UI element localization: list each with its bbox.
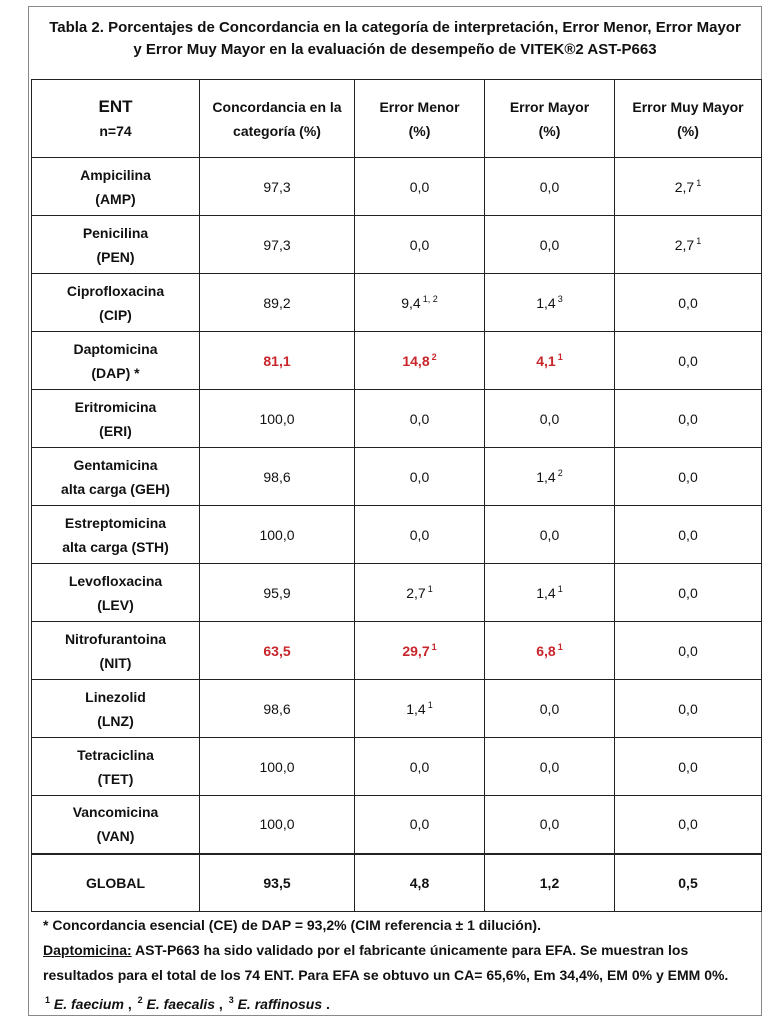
footnote-1: E. faecium — [53, 996, 124, 1012]
table-row — [32, 622, 762, 680]
antibiotic-cell — [32, 564, 200, 622]
table-row — [32, 564, 762, 622]
header-ent-label: ENT — [98, 96, 133, 116]
error-menor-cell-value: 1,4 — [406, 701, 426, 717]
concordancia-cell-value: 81,1 — [263, 352, 291, 369]
error-muy-mayor-cell — [615, 564, 762, 622]
error-menor-cell-value: 0,0 — [409, 236, 430, 253]
concordancia-cell-value: 95,9 — [263, 584, 291, 601]
antibiotic-code: (DAP) * — [91, 364, 140, 381]
antibiotic-code: (VAN) — [96, 828, 135, 845]
global-label: GLOBAL — [32, 854, 200, 912]
antibiotic-cell — [32, 738, 200, 796]
header-ent — [32, 80, 200, 158]
error-menor-cell-footnote-ref: 1, 2 — [422, 294, 438, 304]
error-mayor-cell — [485, 738, 615, 796]
footnote-sup-3: 3 — [228, 995, 234, 1005]
header-error-muy-mayor — [615, 80, 762, 158]
antibiotic-name: Estreptomicina — [64, 514, 167, 531]
concordancia-cell — [200, 680, 355, 738]
table-notes — [43, 913, 759, 1017]
antibiotic-code: alta carga (STH) — [62, 538, 169, 555]
antibiotic-name: Ciprofloxacina — [66, 282, 165, 299]
error-muy-mayor-cell — [615, 332, 762, 390]
concordancia-cell — [200, 216, 355, 274]
antibiotic-name: Linezolid — [85, 688, 146, 705]
header-concordancia-line2: categoría (%) — [233, 122, 321, 139]
concordancia-cell — [200, 796, 355, 854]
error-mayor-cell-value: 0,0 — [539, 526, 560, 543]
antibiotic-cell — [32, 216, 200, 274]
concordancia-cell-value: 100,0 — [259, 816, 295, 833]
footnote-2: E. faecalis — [146, 996, 216, 1012]
error-menor-cell-footnote-ref: 1 — [427, 700, 433, 710]
error-menor-cell — [355, 564, 485, 622]
header-error-muy-mayor-line2: (%) — [677, 122, 699, 139]
antibiotic-name: Penicilina — [82, 224, 149, 241]
table-row — [32, 680, 762, 738]
error-mayor-cell-footnote-ref: 1 — [557, 352, 563, 362]
error-mayor-cell-footnote-ref: 1 — [557, 584, 563, 594]
error-menor-cell — [355, 796, 485, 854]
concordancia-cell — [200, 332, 355, 390]
antibiotic-cell — [32, 448, 200, 506]
error-muy-mayor-cell — [615, 448, 762, 506]
concordancia-cell-value: 100,0 — [259, 410, 295, 427]
table-row — [32, 738, 762, 796]
antibiotic-code: (PEN) — [96, 248, 135, 265]
antibiotic-cell — [32, 622, 200, 680]
title-line-2: y Error Muy Mayor en la evaluación de desempeño de VITEK®2 AST-P663 — [133, 41, 657, 58]
header-error-mayor-line2: (%) — [538, 122, 561, 139]
error-menor-cell — [355, 216, 485, 274]
header-error-menor-line1: Error Menor — [379, 98, 460, 115]
error-muy-mayor-cell — [615, 390, 762, 448]
error-mayor-cell-value: 1,4 — [536, 585, 556, 601]
antibiotic-code: (LNZ) — [97, 712, 134, 729]
concordancia-cell-value: 98,6 — [263, 468, 291, 485]
error-mayor-cell — [485, 506, 615, 564]
table-row — [32, 390, 762, 448]
table-row — [32, 506, 762, 564]
error-menor-cell-value: 29,7 — [402, 643, 430, 659]
header-error-mayor — [485, 80, 615, 158]
note-daptomicina-text: AST-P663 ha sido validado por el fabricante únicamente para EFA. Se muestran los — [131, 942, 689, 958]
header-concordancia — [200, 80, 355, 158]
footnote-end: . — [322, 996, 330, 1012]
concordancia-cell — [200, 506, 355, 564]
error-mayor-cell — [485, 680, 615, 738]
error-menor-cell-value: 0,0 — [409, 816, 430, 833]
error-mayor-cell-value: 0,0 — [539, 236, 560, 253]
error-mayor-cell-footnote-ref: 2 — [557, 468, 563, 478]
note-essential-agreement: * Concordancia esencial (CE) de DAP = 93,2% (CIM referencia ± 1 dilución). — [43, 917, 541, 933]
error-muy-mayor-cell — [615, 216, 762, 274]
error-menor-cell-value: 0,0 — [409, 178, 430, 195]
global-error-muy-mayor: 0,5 — [615, 854, 762, 912]
table-row — [32, 158, 762, 216]
error-muy-mayor-cell — [615, 680, 762, 738]
error-muy-mayor-cell — [615, 738, 762, 796]
error-menor-cell — [355, 622, 485, 680]
error-mayor-cell — [485, 796, 615, 854]
antibiotic-code: (TET) — [97, 770, 134, 787]
error-mayor-cell — [485, 158, 615, 216]
error-mayor-cell-value: 4,1 — [536, 353, 556, 369]
table-row — [32, 332, 762, 390]
error-mayor-cell-footnote-ref: 1 — [557, 642, 563, 652]
error-muy-mayor-cell-value: 0,0 — [678, 294, 698, 311]
error-mayor-cell-value: 0,0 — [539, 816, 560, 833]
global-row — [32, 854, 762, 912]
error-menor-cell-value: 0,0 — [409, 758, 430, 775]
error-mayor-cell — [485, 622, 615, 680]
error-muy-mayor-cell — [615, 796, 762, 854]
error-muy-mayor-cell-value: 0,0 — [678, 700, 698, 717]
concordancia-cell — [200, 274, 355, 332]
concordancia-cell-value: 100,0 — [259, 526, 295, 543]
error-muy-mayor-cell-value: 0,0 — [678, 410, 698, 427]
error-menor-cell — [355, 680, 485, 738]
antibiotic-code: (ERI) — [99, 422, 132, 439]
antibiotic-cell — [32, 390, 200, 448]
error-menor-cell-value: 0,0 — [409, 410, 430, 427]
error-muy-mayor-cell-value: 2,7 — [674, 179, 695, 195]
footnote-separator: , — [215, 996, 227, 1012]
antibiotic-cell — [32, 796, 200, 854]
header-error-mayor-line1: Error Mayor — [509, 98, 590, 115]
results-table — [31, 79, 762, 912]
error-menor-cell-value: 0,0 — [409, 468, 430, 485]
antibiotic-name: Daptomicina — [73, 340, 158, 357]
footnote-sup-2: 2 — [137, 995, 143, 1005]
error-muy-mayor-cell-value: 0,0 — [678, 642, 698, 659]
error-mayor-cell — [485, 332, 615, 390]
error-menor-cell — [355, 332, 485, 390]
error-muy-mayor-cell-value: 0,0 — [678, 758, 698, 775]
concordancia-cell-value: 97,3 — [263, 236, 291, 253]
error-muy-mayor-cell — [615, 622, 762, 680]
error-muy-mayor-cell-footnote-ref: 1 — [696, 236, 702, 246]
antibiotic-name: Vancomicina — [72, 804, 159, 821]
antibiotic-name: Tetraciclina — [77, 746, 154, 763]
note-footnotes — [43, 988, 759, 1017]
error-menor-cell-footnote-ref: 2 — [431, 352, 437, 362]
antibiotic-cell — [32, 680, 200, 738]
table-row — [32, 274, 762, 332]
error-mayor-cell-value: 0,0 — [539, 410, 560, 427]
concordancia-cell-value: 100,0 — [259, 758, 295, 775]
error-menor-cell — [355, 448, 485, 506]
note-daptomicina-label: Daptomicina: — [43, 942, 132, 958]
error-menor-cell-value: 9,4 — [401, 295, 421, 311]
error-menor-cell — [355, 506, 485, 564]
error-mayor-cell — [485, 390, 615, 448]
error-muy-mayor-cell-value: 0,0 — [678, 816, 698, 833]
error-menor-cell-value: 2,7 — [406, 585, 426, 601]
error-muy-mayor-cell-value: 0,0 — [678, 584, 698, 601]
table-row — [32, 216, 762, 274]
error-menor-cell-value: 14,8 — [402, 353, 430, 369]
antibiotic-code: alta carga (GEH) — [61, 480, 170, 497]
error-mayor-cell-value: 6,8 — [536, 643, 556, 659]
error-muy-mayor-cell-footnote-ref: 1 — [696, 178, 702, 188]
header-row — [32, 80, 762, 158]
antibiotic-cell — [32, 158, 200, 216]
antibiotic-cell — [32, 274, 200, 332]
antibiotic-cell — [32, 506, 200, 564]
concordancia-cell — [200, 564, 355, 622]
error-mayor-cell-value: 0,0 — [539, 178, 560, 195]
antibiotic-code: (NIT) — [99, 654, 132, 671]
concordancia-cell — [200, 738, 355, 796]
header-error-muy-mayor-line1: Error Muy Mayor — [632, 98, 744, 115]
table-frame — [28, 6, 762, 1016]
header-error-menor — [355, 80, 485, 158]
concordancia-cell — [200, 390, 355, 448]
error-muy-mayor-cell-value: 0,0 — [678, 352, 698, 369]
footnote-3: E. raffinosus — [237, 996, 323, 1012]
antibiotic-name: Eritromicina — [74, 398, 157, 415]
antibiotic-code: (AMP) — [95, 190, 136, 207]
error-menor-cell — [355, 738, 485, 796]
concordancia-cell — [200, 158, 355, 216]
table-title — [29, 17, 761, 61]
antibiotic-cell — [32, 332, 200, 390]
error-mayor-cell-value: 0,0 — [539, 700, 560, 717]
global-error-mayor: 1,2 — [485, 854, 615, 912]
error-muy-mayor-cell — [615, 506, 762, 564]
error-menor-cell — [355, 274, 485, 332]
global-error-menor: 4,8 — [355, 854, 485, 912]
concordancia-cell — [200, 622, 355, 680]
header-error-menor-line2: (%) — [408, 122, 431, 139]
error-mayor-cell — [485, 216, 615, 274]
antibiotic-code: (CIP) — [99, 306, 132, 323]
error-mayor-cell — [485, 448, 615, 506]
error-mayor-cell-footnote-ref: 3 — [557, 294, 563, 304]
note-results: resultados para el total de los 74 ENT. Para EFA se obtuvo un CA= 65,6%, Em 34,4%, EM 0% y EMM 0%. — [43, 967, 729, 983]
global-concordancia: 93,5 — [200, 854, 355, 912]
error-muy-mayor-cell-value: 2,7 — [674, 237, 695, 253]
error-menor-cell-footnote-ref: 1 — [431, 642, 437, 652]
antibiotic-name: Ampicilina — [80, 166, 151, 183]
error-menor-cell-value: 0,0 — [409, 526, 430, 543]
error-mayor-cell-value: 1,4 — [536, 469, 556, 485]
concordancia-cell-value: 97,3 — [263, 178, 291, 195]
table-row — [32, 796, 762, 854]
error-menor-cell — [355, 390, 485, 448]
error-menor-cell — [355, 158, 485, 216]
footnote-sup-1: 1 — [45, 995, 51, 1005]
error-mayor-cell-value: 1,4 — [536, 295, 556, 311]
concordancia-cell-value: 89,2 — [263, 294, 291, 311]
error-menor-cell-footnote-ref: 1 — [427, 584, 433, 594]
error-mayor-cell-value: 0,0 — [539, 758, 560, 775]
concordancia-cell — [200, 448, 355, 506]
error-mayor-cell — [485, 564, 615, 622]
error-muy-mayor-cell — [615, 158, 762, 216]
footnote-separator: , — [123, 996, 136, 1012]
title-line-1: Tabla 2. Porcentajes de Concordancia en la categoría de interpretación, Error Menor, Error Mayor — [49, 19, 741, 36]
error-muy-mayor-cell-value: 0,0 — [678, 526, 698, 543]
error-mayor-cell — [485, 274, 615, 332]
antibiotic-name: Gentamicina — [73, 456, 158, 473]
header-concordancia-line1: Concordancia en la — [212, 98, 342, 115]
antibiotic-name: Levofloxacina — [68, 572, 163, 589]
concordancia-cell-value: 98,6 — [263, 700, 291, 717]
error-muy-mayor-cell — [615, 274, 762, 332]
antibiotic-name: Nitrofurantoina — [64, 630, 167, 647]
note-daptomicina — [43, 938, 759, 963]
concordancia-cell-value: 63,5 — [263, 642, 291, 659]
table-row — [32, 448, 762, 506]
header-n: n=74 — [99, 122, 132, 139]
error-muy-mayor-cell-value: 0,0 — [678, 468, 698, 485]
antibiotic-code: (LEV) — [97, 596, 134, 613]
